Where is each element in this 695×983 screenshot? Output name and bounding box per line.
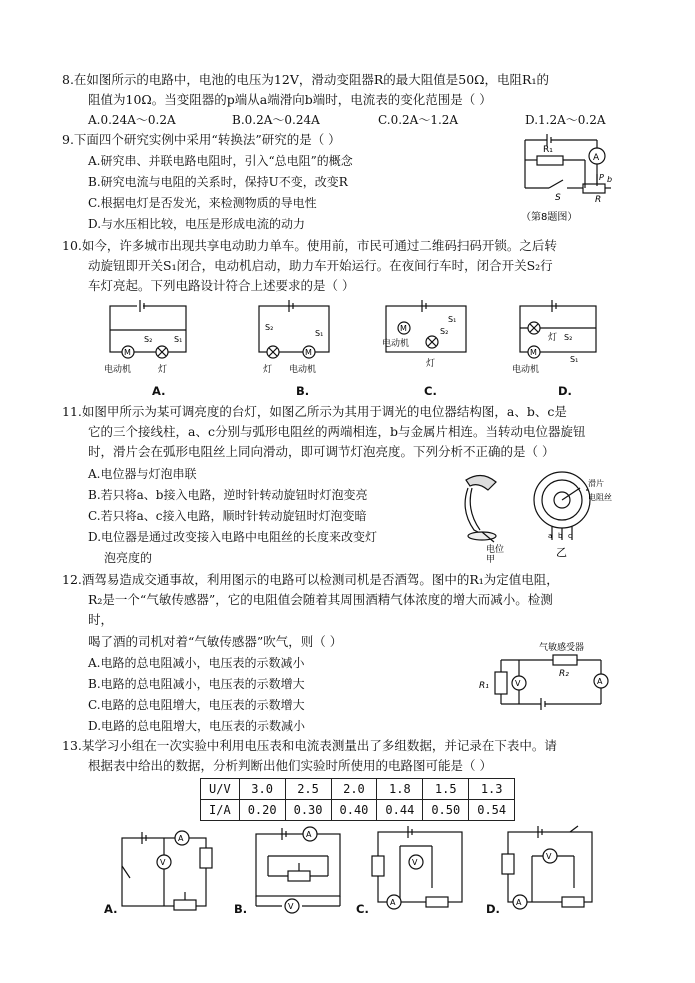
q10a-lamp-label: 灯 [158, 365, 168, 375]
table-cell: 2.5 [285, 779, 331, 800]
q11-option-d: D.电位器是通过改变接入电路中电阻丝的长度来改变灯 [88, 530, 378, 544]
table-cell: 1.5 [423, 779, 469, 800]
q8-fig-s: S [555, 193, 561, 203]
table-cell: U/V [201, 779, 240, 800]
q12-line4: 喝了酒的司机对着“气敏传感器”吹气，则（ ） [88, 634, 343, 649]
q8-option-d: D.1.2A～0.2A [525, 113, 606, 127]
q12-circuit-figure [475, 638, 625, 718]
q9-option-d: D.与水压相比较，电压是形成电流的动力 [88, 217, 306, 231]
q13-data-table [200, 778, 515, 821]
q10-choice-d: D. [558, 384, 572, 398]
q11-fig-c: c [568, 532, 572, 540]
table-cell: 2.0 [331, 779, 377, 800]
q10b-motor-label: 电动机 [289, 365, 317, 375]
q10d-motor-label: 电动机 [512, 365, 540, 375]
q10-circuit-a [100, 298, 200, 376]
q11-fig-potentiometer: 电位 [486, 545, 505, 555]
q10a-motor-m: M [124, 348, 131, 357]
q11-figure [452, 470, 612, 565]
table-cell: 0.40 [331, 800, 377, 821]
table-cell: 0.50 [423, 800, 469, 821]
table-cell: 0.20 [239, 800, 285, 821]
q9-option-a: A.研究串、并联电路电阻时，引入“总电阻”的概念 [88, 154, 353, 168]
table-cell: I/A [201, 800, 240, 821]
q13-choice-b: B. [234, 902, 248, 916]
q11-option-d-cont: 泡亮度的 [104, 551, 153, 565]
table-cell: 3.0 [239, 779, 285, 800]
q11-fig-wire: 电阻丝 [588, 493, 612, 502]
q9-option-b: B.研究电流与电阻的关系时，保持U不变，改变R [88, 175, 348, 189]
q8-fig-caption: （第8题图） [521, 212, 578, 223]
q11-line1: 11.如图甲所示为某可调亮度的台灯，如图乙所示为其用于调光的电位器结构图，a、b、c是 [62, 404, 567, 419]
q10c-motor-label: 电动机 [382, 339, 410, 349]
q10-line2: 动旋钮即开关S₁闭合，电动机启动，助力车开始运行。在夜间行车时，闭合开关S₂行 [88, 258, 553, 273]
q10b-lamp-label: 灯 [263, 365, 273, 375]
q11-option-a: A.电位器与灯泡串联 [88, 467, 197, 481]
q10c-lamp-label: 灯 [426, 359, 436, 369]
q11-line3: 时，滑片会在弧形电阻丝上同向滑动，即可调节灯泡亮度。下列分析不正确的是（ ） [88, 444, 555, 459]
q8-circuit-figure [515, 130, 625, 230]
q10-choice-c: C. [424, 384, 437, 398]
q13a-a: A [178, 834, 184, 843]
q10b-s1: S₁ [315, 329, 324, 338]
q13-circuit-d [498, 826, 603, 916]
q8-option-c: C.0.2A～1.2A [378, 113, 459, 127]
q13b-v: V [288, 902, 294, 911]
q13-circuit-a [112, 826, 217, 916]
q8-fig-r: R [595, 195, 602, 205]
q8-fig-p: P [599, 173, 604, 182]
q10-choice-a: A. [152, 384, 166, 398]
q13c-a: A [390, 898, 396, 907]
q8-fig-ammeter: A [593, 153, 600, 163]
q8-option-b: B.0.2A～0.24A [232, 113, 320, 127]
table-row [201, 800, 515, 821]
q10b-s2: S₂ [265, 323, 274, 332]
q11-option-b: B.若只将a、b接入电路，逆时针转动旋钮时灯泡变亮 [88, 488, 368, 502]
table-cell: 0.54 [469, 800, 515, 821]
q12-line3: 时， [88, 612, 114, 627]
q10-choice-b: B. [296, 384, 310, 398]
q13d-a: A [516, 898, 522, 907]
q11-fig-yi: 乙 [556, 546, 567, 559]
q10d-s2: S₂ [564, 333, 573, 342]
q10-circuit-b [245, 298, 345, 376]
q13-choice-d: D. [486, 902, 500, 916]
q9-option-c: C.根据电灯是否发光，来检测物质的导电性 [88, 196, 317, 210]
q10d-s1: S₁ [570, 355, 579, 364]
q10a-s2: S₂ [144, 335, 153, 344]
q12-option-a: A.电路的总电阻减小，电压表的示数减小 [88, 656, 305, 670]
q12-fig-sensor: 气敏感受器 [539, 643, 585, 653]
q13-choice-c: C. [356, 902, 369, 916]
q13-line1: 13.某学习小组在一次实验中利用电压表和电流表测量出了多组数据，并记录在下表中。请 [62, 738, 557, 753]
q12-line2: R₂是一个“气敏传感器”，它的电阻值会随着其周围酒精气体浓度的增大而减小。检测 [88, 592, 553, 607]
q10-line3: 车灯亮起。下列电路设计符合上述要求的是（ ） [88, 278, 355, 293]
q13-circuit-b [246, 826, 351, 916]
q11-fig-slider: 滑片 [588, 479, 604, 488]
q10a-s1: S₁ [174, 335, 183, 344]
table-cell: 1.8 [377, 779, 423, 800]
q12-fig-a: A [597, 677, 603, 686]
q13-line2: 根据表中给出的数据，分析判断出他们实验时所使用的电路图可能是（ ） [88, 758, 492, 773]
q10b-motor-m: M [305, 348, 312, 357]
q12-line1: 12.酒驾易造成交通事故，利用图示的电路可以检测司机是否酒驾。图中的R₁为定值电阻， [62, 572, 559, 587]
q9-stem: 9.下面四个研究实例中采用“转换法”研究的是（ ） [62, 132, 341, 147]
q10c-motor-m: M [400, 324, 407, 333]
q12-fig-r2: R₂ [559, 669, 569, 679]
q12-fig-v: V [515, 679, 521, 688]
table-cell: 0.44 [377, 800, 423, 821]
q13-choice-a: A. [104, 902, 118, 916]
q13-circuit-c [368, 826, 473, 916]
q10c-s2: S₂ [440, 327, 449, 336]
q11-fig-b: b [558, 532, 563, 540]
q10-line1: 10.如今，许多城市出现共享电动助力单车。使用前，市民可通过二维码扫码开锁。之后转 [62, 238, 557, 253]
q13d-v: V [546, 852, 552, 861]
q11-line2: 它的三个接线柱，a、c分别与弧形电阻丝的两端相连，b与金属片相连。当转动电位器旋钮 [88, 424, 586, 439]
q10c-s1: S₁ [448, 315, 457, 324]
q8-fig-r1: R₁ [543, 145, 553, 155]
q10-circuit-d [508, 298, 608, 376]
table-row [201, 779, 515, 800]
q10a-motor-label: 电动机 [104, 365, 132, 375]
table-cell: 0.30 [285, 800, 331, 821]
q10d-lamp-label: 灯 [548, 333, 558, 343]
q12-option-c: C.电路的总电阻增大，电压表的示数增大 [88, 698, 305, 712]
q12-option-b: B.电路的总电阻减小，电压表的示数增大 [88, 677, 305, 691]
q13a-v: V [160, 858, 166, 867]
q11-fig-jia: 甲 [486, 555, 496, 565]
table-cell: 1.3 [469, 779, 515, 800]
q13b-a: A [306, 830, 312, 839]
q8-line1: 8.在如图所示的电路中，电池的电压为12V，滑动变阻器R的最大阻值是50Ω，电阻R₁的 [62, 72, 549, 87]
q12-fig-r1: R₁ [479, 681, 489, 691]
q12-option-d: D.电路的总电阻增大，电压表的示数减小 [88, 719, 306, 733]
q8-line2: 阻值为10Ω。当变阻器的p端从a端滑向b端时，电流表的变化范围是（ ） [88, 92, 492, 107]
q8-fig-b: b [607, 175, 613, 184]
q11-fig-a: a [548, 532, 553, 540]
q8-option-a: A.0.24A～0.2A [88, 113, 176, 127]
q10d-motor-m: M [530, 348, 537, 357]
q11-option-c: C.若只将a、c接入电路，顺时针转动旋钮时灯泡变暗 [88, 509, 367, 523]
q10-circuit-c [378, 298, 478, 376]
q13c-v: V [412, 858, 418, 867]
